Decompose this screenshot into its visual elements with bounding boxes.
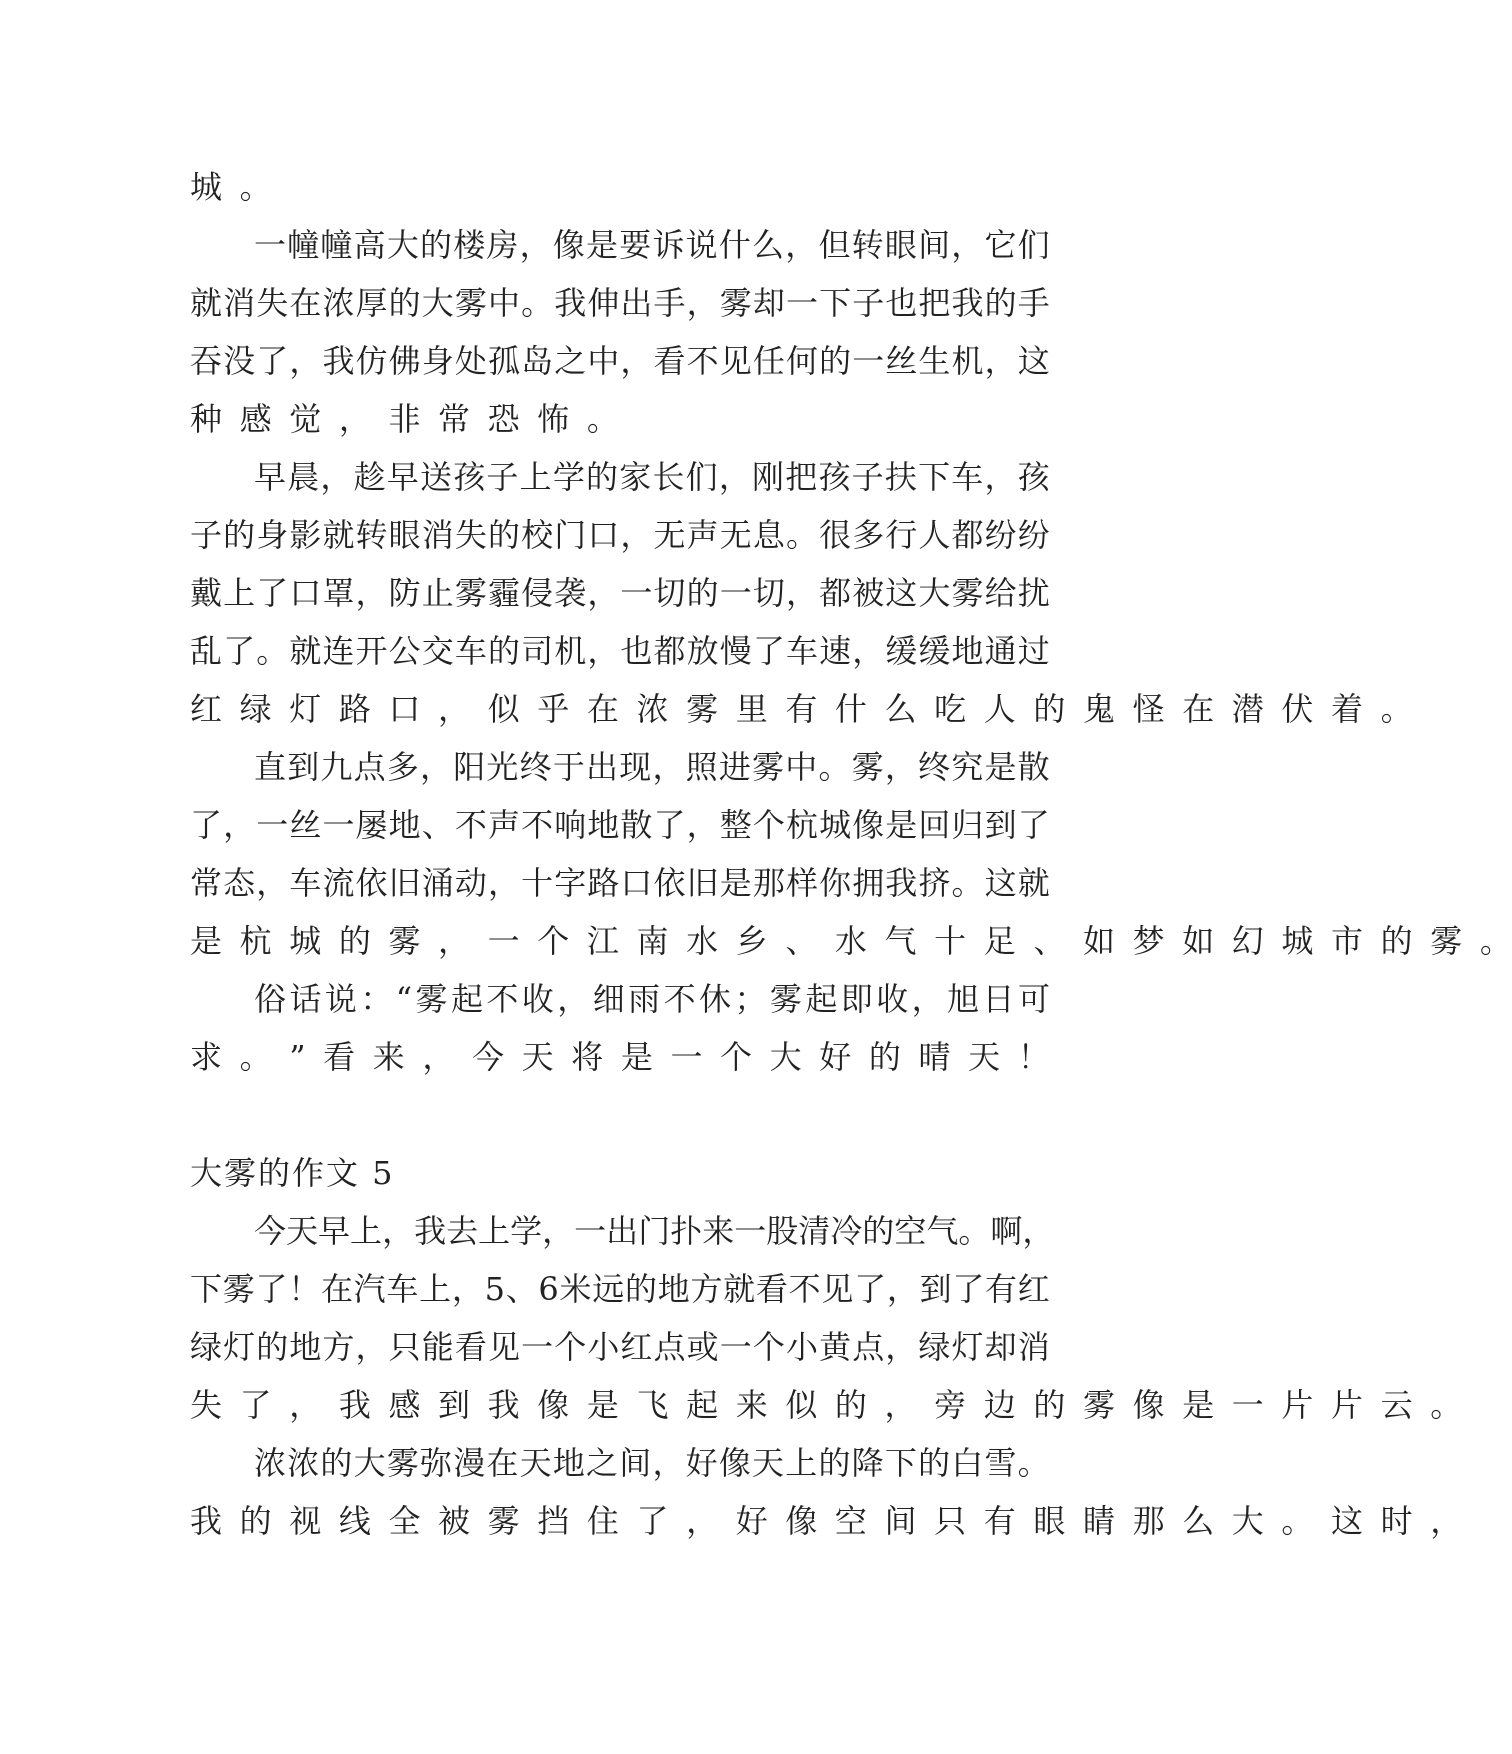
- paragraph: [190, 970, 1050, 1086]
- paragraph: [190, 1202, 1463, 1434]
- essay-continuation: [190, 158, 1512, 1086]
- text-line: 下 雾 了 ！ 在 汽 车 上 ， 5 、 6 米 远 的 地 方 就 看 不 见 了 ， 到 了 有 红: [190, 1270, 1050, 1308]
- section-heading: [190, 1144, 1050, 1202]
- text-line: 早 晨 ， 趁 早 送 孩 子 上 学 的 家 长 们 ， 刚 把 孩 子 扶 下 车 ， 孩: [254, 458, 1050, 496]
- text-line: 是 杭 城 的 雾 ， 一 个 江 南 水 乡 、 水 气 十 足 、 如 梦 如 幻 城 市 的 雾 。: [190, 922, 1512, 960]
- paragraph: [190, 738, 1512, 970]
- section-heading-text: 大雾的作文 5: [190, 1154, 395, 1192]
- paragraph: [190, 158, 1050, 216]
- text-line: 乱 了 。 就 连 开 公 交 车 的 司 机 ， 也 都 放 慢 了 车 速 ， 缓 缓 地 通 过: [190, 632, 1050, 670]
- paragraph: [190, 448, 1413, 738]
- text-line: 我 的 视 线 全 被 雾 挡 住 了 ， 好 像 空 间 只 有 眼 睛 那 么 大 。 这 时 ，: [190, 1502, 1463, 1540]
- text-line: 了 ， 一 丝 一 屡 地 、 不 声 不 响 地 散 了 ， 整 个 杭 城 像 是 回 归 到 了: [190, 806, 1050, 844]
- paragraph: [190, 216, 1050, 448]
- text-line: 常 态 ， 车 流 依 旧 涌 动 ， 十 字 路 口 依 旧 是 那 样 你 拥 我 挤 。 这 就: [190, 864, 1050, 902]
- text-line: 俗 话 说 ： “ 雾 起 不 收 ， 细 雨 不 休 ； 雾 起 即 收 ， 旭 日 可: [254, 980, 1050, 1018]
- text-line: 子 的 身 影 就 转 眼 消 失 的 校 门 口 ， 无 声 无 息 。 很 多 行 人 都 纷 纷: [190, 516, 1050, 554]
- text-line: 绿 灯 的 地 方 ， 只 能 看 见 一 个 小 红 点 或 一 个 小 黄 点 ， 绿 灯 却 消: [190, 1328, 1050, 1366]
- text-line: 红 绿 灯 路 口 ， 似 乎 在 浓 雾 里 有 什 么 吃 人 的 鬼 怪 在 潜 伏 着 。: [190, 690, 1413, 728]
- text-line: 城 。: [190, 168, 272, 206]
- text-line: 戴 上 了 口 罩 ， 防 止 雾 霾 侵 袭 ， 一 切 的 一 切 ， 都 被 这 大 雾 给 扰: [190, 574, 1050, 612]
- document-body: [190, 158, 1512, 1550]
- text-line: 浓 浓 的 大 雾 弥 漫 在 天 地 之 间 ， 好 像 天 上 的 降 下 的 白 雪 。: [254, 1444, 1050, 1482]
- essay-5-body: [190, 1202, 1463, 1550]
- text-line: 一 幢 幢 高 大 的 楼 房 ， 像 是 要 诉 说 什 么 ， 但 转 眼 间 ， 它 们: [254, 226, 1050, 264]
- paragraph: [190, 1434, 1463, 1550]
- text-line: 失 了 ， 我 感 到 我 像 是 飞 起 来 似 的 ， 旁 边 的 雾 像 是 一 片 片 云 。: [190, 1386, 1463, 1424]
- text-line: 求 。 ” 看 来 ， 今 天 将 是 一 个 大 好 的 晴 天 ！: [190, 1038, 1050, 1076]
- section-gap: [190, 1086, 1050, 1144]
- text-line: 就 消 失 在 浓 厚 的 大 雾 中 。 我 伸 出 手 ， 雾 却 一 下 子 也 把 我 的 手: [190, 284, 1050, 322]
- text-line: 直 到 九 点 多 ， 阳 光 终 于 出 现 ， 照 进 雾 中 。 雾 ， 终 究 是 散: [254, 748, 1050, 786]
- text-line: 今 天 早 上 ， 我 去 上 学 ， 一 出 门 扑 来 一 股 清 冷 的 空 气 。 啊 ，: [254, 1212, 1055, 1250]
- text-line: 吞 没 了 ， 我 仿 佛 身 处 孤 岛 之 中 ， 看 不 见 任 何 的 一 丝 生 机 ， 这: [190, 342, 1050, 380]
- text-line: 种 感 觉 ， 非 常 恐 怖 。: [190, 400, 619, 438]
